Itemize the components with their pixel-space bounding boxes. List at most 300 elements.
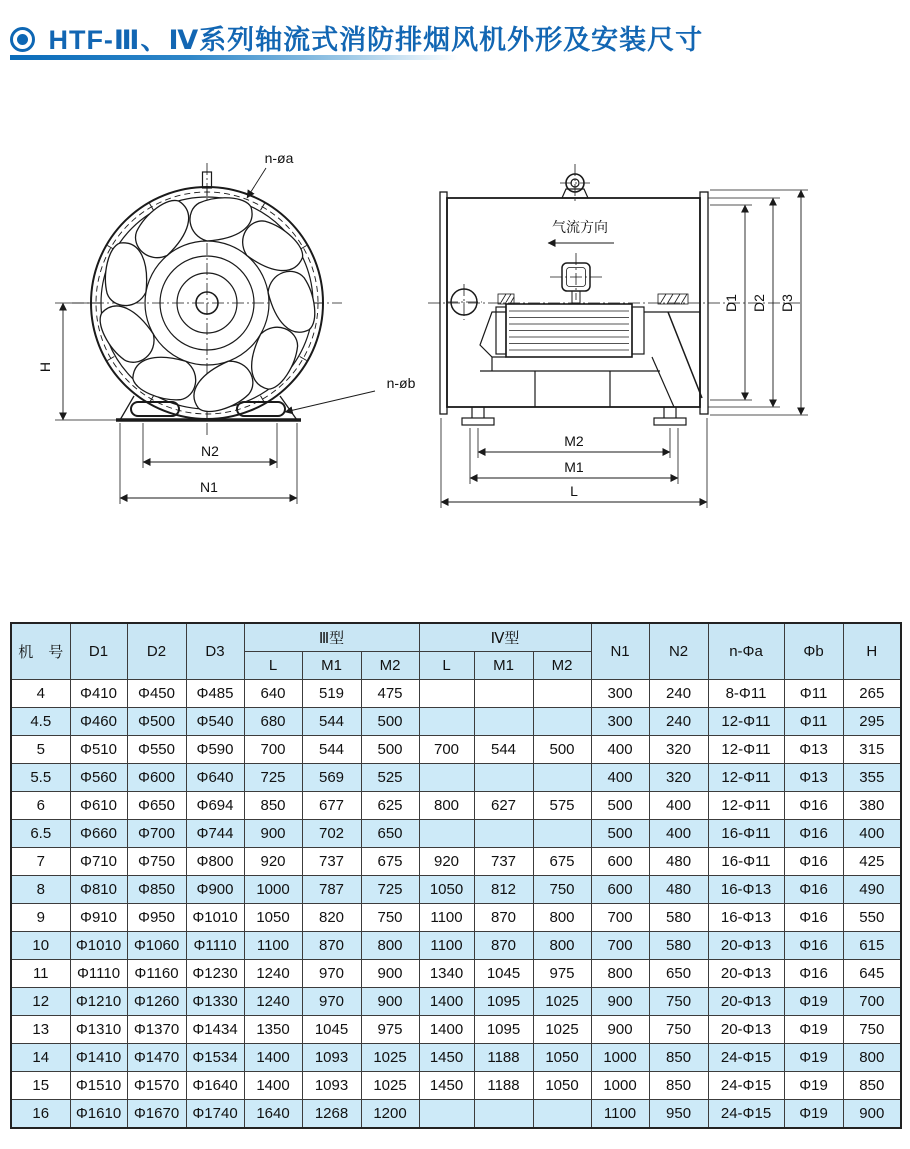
table-cell: Φ560 [70,764,127,792]
table-cell: 700 [591,904,649,932]
table-row [11,1044,901,1072]
table-row [11,960,901,988]
table-cell: Φ1310 [70,1016,127,1044]
table-cell: 575 [533,792,591,820]
table-cell: 1400 [244,1072,302,1100]
table-cell: 800 [361,932,419,960]
table-cell: 10 [11,932,70,960]
table-cell [474,1100,533,1129]
table-cell: Φ1370 [127,1016,186,1044]
table-row [11,932,901,960]
table-cell [474,708,533,736]
table-cell: 4.5 [11,708,70,736]
table-cell: Φ1330 [186,988,244,1016]
table-cell: Φ1260 [127,988,186,1016]
table-cell: 1640 [244,1100,302,1129]
table-cell: 800 [533,904,591,932]
table-cell: 20-Φ13 [708,932,784,960]
table-cell: 544 [474,736,533,764]
table-cell: 700 [419,736,474,764]
table-cell: 750 [361,904,419,932]
table-cell: 315 [843,736,901,764]
table-cell: 820 [302,904,361,932]
table-cell: Φ1670 [127,1100,186,1129]
table-cell: 425 [843,848,901,876]
table-cell: 13 [11,1016,70,1044]
table-cell: 1268 [302,1100,361,1129]
table-cell: 920 [419,848,474,876]
table-cell: Φ950 [127,904,186,932]
table-cell [533,680,591,708]
col-header-n2: N2 [649,623,708,680]
table-cell: 675 [533,848,591,876]
table-cell: Φ410 [70,680,127,708]
table-cell: 240 [649,680,708,708]
table-cell: Φ1740 [186,1100,244,1129]
dimension-d1 [710,205,752,400]
table-cell: 1025 [361,1044,419,1072]
dim-label-h: H [37,361,53,373]
table-cell: 1025 [533,1016,591,1044]
table-cell: Φ13 [784,736,843,764]
table-cell: 600 [591,876,649,904]
table-cell: 12 [11,988,70,1016]
table-cell: 627 [474,792,533,820]
table-cell: 9 [11,904,70,932]
table-cell: 750 [843,1016,901,1044]
table-cell: 700 [843,988,901,1016]
table-cell: 400 [843,820,901,848]
table-cell: 24-Φ15 [708,1072,784,1100]
table-cell: 800 [419,792,474,820]
table-cell: 1350 [244,1016,302,1044]
table-cell: Φ640 [186,764,244,792]
lifting-eye [560,164,590,202]
col-header-type4-m2: M2 [533,652,591,680]
table-cell: 525 [361,764,419,792]
table-cell: 1100 [591,1100,649,1129]
table-row [11,904,901,932]
table-cell: 870 [474,904,533,932]
table-cell [419,680,474,708]
table-cell: 1450 [419,1072,474,1100]
table-cell: 12-Φ11 [708,764,784,792]
table-cell: 640 [244,680,302,708]
table-cell: 20-Φ13 [708,1016,784,1044]
col-header-type4: Ⅳ型 [419,623,591,652]
table-cell: 1200 [361,1100,419,1129]
table-cell: 970 [302,988,361,1016]
label-bolt-a: n-øa [264,150,294,166]
table-cell: 1050 [419,876,474,904]
table-cell: Φ1010 [70,932,127,960]
table-cell: 544 [302,736,361,764]
table-cell: Φ19 [784,1100,843,1129]
table-cell: 800 [533,932,591,960]
table-cell: 1000 [244,876,302,904]
table-cell: 320 [649,736,708,764]
table-cell [533,820,591,848]
col-header-n-phi-a: n-Φa [708,623,784,680]
table-cell: Φ16 [784,876,843,904]
table-cell: 675 [361,848,419,876]
table-cell: 490 [843,876,901,904]
table-row [11,848,901,876]
table-cell: 1240 [244,960,302,988]
table-cell: 6.5 [11,820,70,848]
table-cell: 900 [843,1100,901,1129]
table-cell: Φ590 [186,736,244,764]
table-cell: Φ600 [127,764,186,792]
table-cell: 11 [11,960,70,988]
col-header-type4-m1: M1 [474,652,533,680]
table-cell [533,764,591,792]
motor-support [480,312,702,407]
table-cell: 1045 [474,960,533,988]
table-section [10,622,902,1129]
table-row [11,792,901,820]
bolt-tick [261,203,265,210]
table-cell: Φ650 [127,792,186,820]
table-cell: 920 [244,848,302,876]
table-cell: 1050 [533,1072,591,1100]
table-cell: 1188 [474,1044,533,1072]
bearing-circle [446,284,482,320]
table-row [11,988,901,1016]
table-cell [533,1100,591,1129]
table-cell: 1100 [419,932,474,960]
col-header-type3-m2: M2 [361,652,419,680]
table-cell: 850 [649,1072,708,1100]
table-cell: 900 [591,1016,649,1044]
table-cell: 1095 [474,988,533,1016]
table-cell [474,820,533,848]
mount-clamp-left [498,294,514,304]
table-cell: 1000 [591,1072,649,1100]
table-cell: 870 [302,932,361,960]
motor [496,304,644,357]
table-cell: 750 [649,1016,708,1044]
table-cell [419,820,474,848]
table-cell: Φ16 [784,848,843,876]
table-cell: 1400 [244,1044,302,1072]
table-row [11,708,901,736]
table-cell: 800 [591,960,649,988]
dim-label-d2: D2 [751,294,767,312]
dim-label-n1: N1 [200,479,218,495]
table-cell: 475 [361,680,419,708]
table-cell: 850 [244,792,302,820]
table-cell: 20-Φ13 [708,988,784,1016]
table-cell: 16-Φ11 [708,848,784,876]
col-header-d3: D3 [186,623,244,680]
table-cell: 24-Φ15 [708,1044,784,1072]
table-cell: Φ1534 [186,1044,244,1072]
fan-front-view [37,150,416,504]
table-cell: 500 [361,736,419,764]
table-cell: Φ1010 [186,904,244,932]
table-cell: 677 [302,792,361,820]
table-cell: Φ1610 [70,1100,127,1129]
table-cell: Φ510 [70,736,127,764]
table-cell: 24-Φ15 [708,1100,784,1129]
table-cell: Φ1210 [70,988,127,1016]
col-header-type3: Ⅲ型 [244,623,419,652]
col-header-phi-b: Φb [784,623,843,680]
table-cell: 1450 [419,1044,474,1072]
junction-box [550,253,602,303]
table-cell: Φ800 [186,848,244,876]
table-cell: 737 [474,848,533,876]
col-header-type3-m1: M1 [302,652,361,680]
table-cell: Φ850 [127,876,186,904]
table-cell: Φ1110 [70,960,127,988]
table-cell: 1000 [591,1044,649,1072]
table-cell: Φ810 [70,876,127,904]
table-row [11,876,901,904]
table-cell: 975 [533,960,591,988]
table-cell: 500 [361,708,419,736]
table-cell: 1025 [361,1072,419,1100]
table-cell: 750 [649,988,708,1016]
table-cell: 15 [11,1072,70,1100]
table-cell: Φ460 [70,708,127,736]
table-cell: 1100 [419,904,474,932]
col-header-type4-l: L [419,652,474,680]
airflow-annotation [548,219,614,243]
mount-clamp-right [658,294,688,304]
table-cell: Φ910 [70,904,127,932]
table-row [11,680,901,708]
table-cell: Φ19 [784,1044,843,1072]
col-header-n1: N1 [591,623,649,680]
table-cell: 4 [11,680,70,708]
page-title: HTF-Ⅲ、Ⅳ系列轴流式消防排烟风机外形及安装尺寸 [48,25,704,55]
motor-end-cap-left [496,307,506,354]
table-cell: 400 [591,764,649,792]
dim-label-d1: D1 [723,294,739,312]
fan-side-view [428,164,808,508]
airflow-label: 气流方向 [552,219,608,235]
table-cell: 787 [302,876,361,904]
table-cell: 500 [533,736,591,764]
dim-label-m1: M1 [564,459,584,475]
motor-end-cap-right [632,307,644,354]
table-cell: 20-Φ13 [708,960,784,988]
table-cell: Φ16 [784,904,843,932]
table-cell: Φ1060 [127,932,186,960]
table-cell: 16-Φ13 [708,876,784,904]
table-cell: 544 [302,708,361,736]
table-cell [474,764,533,792]
table-cell: 12-Φ11 [708,708,784,736]
table-row [11,1016,901,1044]
table-cell: Φ16 [784,932,843,960]
bolt-tick [300,357,307,361]
leader-bolt-b [285,375,416,412]
table-cell: 600 [591,848,649,876]
col-header-d2: D2 [127,623,186,680]
dimension-d2 [708,198,780,407]
table-cell: 500 [591,792,649,820]
table-cell: Φ16 [784,792,843,820]
table-cell: Φ1510 [70,1072,127,1100]
table-cell: Φ1110 [186,932,244,960]
table-cell: 320 [649,764,708,792]
table-cell: 1240 [244,988,302,1016]
table-cell: 700 [244,736,302,764]
dim-label-d3: D3 [779,294,795,312]
table-cell: Φ694 [186,792,244,820]
table-cell: 1400 [419,1016,474,1044]
table-cell: 480 [649,876,708,904]
table-cell: 900 [361,960,419,988]
col-header-d1: D1 [70,623,127,680]
dim-label-m2: M2 [564,433,584,449]
table-cell: Φ540 [186,708,244,736]
table-cell: Φ16 [784,960,843,988]
table-cell [419,1100,474,1129]
table-cell: 7 [11,848,70,876]
table-cell: Φ19 [784,1072,843,1100]
table-cell: 8 [11,876,70,904]
table-cell: 400 [649,820,708,848]
table-cell: Φ1230 [186,960,244,988]
table-cell: Φ1570 [127,1072,186,1100]
table-cell: 1050 [533,1044,591,1072]
dim-label-n2: N2 [201,443,219,459]
table-cell: 400 [649,792,708,820]
dimension-n2 [143,423,277,468]
table-cell: Φ550 [127,736,186,764]
table-cell: Φ610 [70,792,127,820]
table-cell: 500 [591,820,649,848]
fan-blade [190,198,252,241]
table-cell: 680 [244,708,302,736]
table-cell [419,708,474,736]
table-cell: Φ710 [70,848,127,876]
col-header-type3-l: L [244,652,302,680]
table-cell: 850 [843,1072,901,1100]
table-cell: 1045 [302,1016,361,1044]
impeller-blades [93,193,318,417]
table-cell: Φ744 [186,820,244,848]
table-row [11,736,901,764]
table-row [11,1100,901,1129]
table-cell: 1100 [244,932,302,960]
dimension-m2 [478,428,670,458]
table-cell: 300 [591,708,649,736]
table-cell: Φ500 [127,708,186,736]
table-cell [474,680,533,708]
table-cell: 16-Φ11 [708,820,784,848]
table-cell: Φ1434 [186,1016,244,1044]
table-cell: 700 [591,932,649,960]
table-cell: 737 [302,848,361,876]
table-cell: 650 [361,820,419,848]
table-cell: 550 [843,904,901,932]
col-header-h: H [843,623,901,680]
table-cell: 725 [244,764,302,792]
table-cell: 900 [244,820,302,848]
table-cell: 702 [302,820,361,848]
table-cell: 812 [474,876,533,904]
table-cell: 800 [843,1044,901,1072]
table-cell: 870 [474,932,533,960]
table-cell: Φ700 [127,820,186,848]
table-cell: Φ900 [186,876,244,904]
dim-label-l: L [570,483,578,499]
table-cell: 900 [591,988,649,1016]
table-cell: Φ19 [784,988,843,1016]
dimensions-table [10,622,902,1129]
table-cell: Φ16 [784,820,843,848]
col-header-machine-no: 机 号 [11,623,70,680]
table-cell: 615 [843,932,901,960]
table-row [11,764,901,792]
table-cell: 1093 [302,1072,361,1100]
bolt-tick [107,357,114,361]
table-cell: 900 [361,988,419,1016]
table-cell: 400 [591,736,649,764]
table-cell: Φ11 [784,708,843,736]
table-cell: 1400 [419,988,474,1016]
leader-bolt-a [247,150,294,198]
table-cell: 725 [361,876,419,904]
table-cell: 16 [11,1100,70,1129]
table-cell: Φ450 [127,680,186,708]
table-cell: Φ19 [784,1016,843,1044]
table-cell: 1050 [244,904,302,932]
table-cell: 300 [591,680,649,708]
table-cell: Φ750 [127,848,186,876]
bolt-tick [150,203,154,210]
table-cell: 12-Φ11 [708,736,784,764]
table-cell: 1188 [474,1072,533,1100]
table-cell [533,708,591,736]
table-cell: 580 [649,932,708,960]
table-row [11,1072,901,1100]
table-cell: 265 [843,680,901,708]
table-cell: 1093 [302,1044,361,1072]
table-cell: 519 [302,680,361,708]
table-cell: Φ1470 [127,1044,186,1072]
table-cell: 950 [649,1100,708,1129]
table-body [11,680,901,1129]
table-cell: 975 [361,1016,419,1044]
table-cell: Φ660 [70,820,127,848]
table-cell: Φ11 [784,680,843,708]
label-bolt-b: n-øb [386,375,416,391]
table-row [11,820,901,848]
table-cell: 645 [843,960,901,988]
table-cell: 12-Φ11 [708,792,784,820]
dimension-n1 [120,423,297,504]
table-cell: Φ1160 [127,960,186,988]
table-cell: Φ1410 [70,1044,127,1072]
table-cell: 240 [649,708,708,736]
table-cell: 650 [649,960,708,988]
table-cell: 8-Φ11 [708,680,784,708]
table-cell [419,764,474,792]
table-cell: 380 [843,792,901,820]
table-cell: 569 [302,764,361,792]
table-cell: 480 [649,848,708,876]
table-cell: 1025 [533,988,591,1016]
table-cell: 1095 [474,1016,533,1044]
table-cell: 6 [11,792,70,820]
table-cell: 295 [843,708,901,736]
